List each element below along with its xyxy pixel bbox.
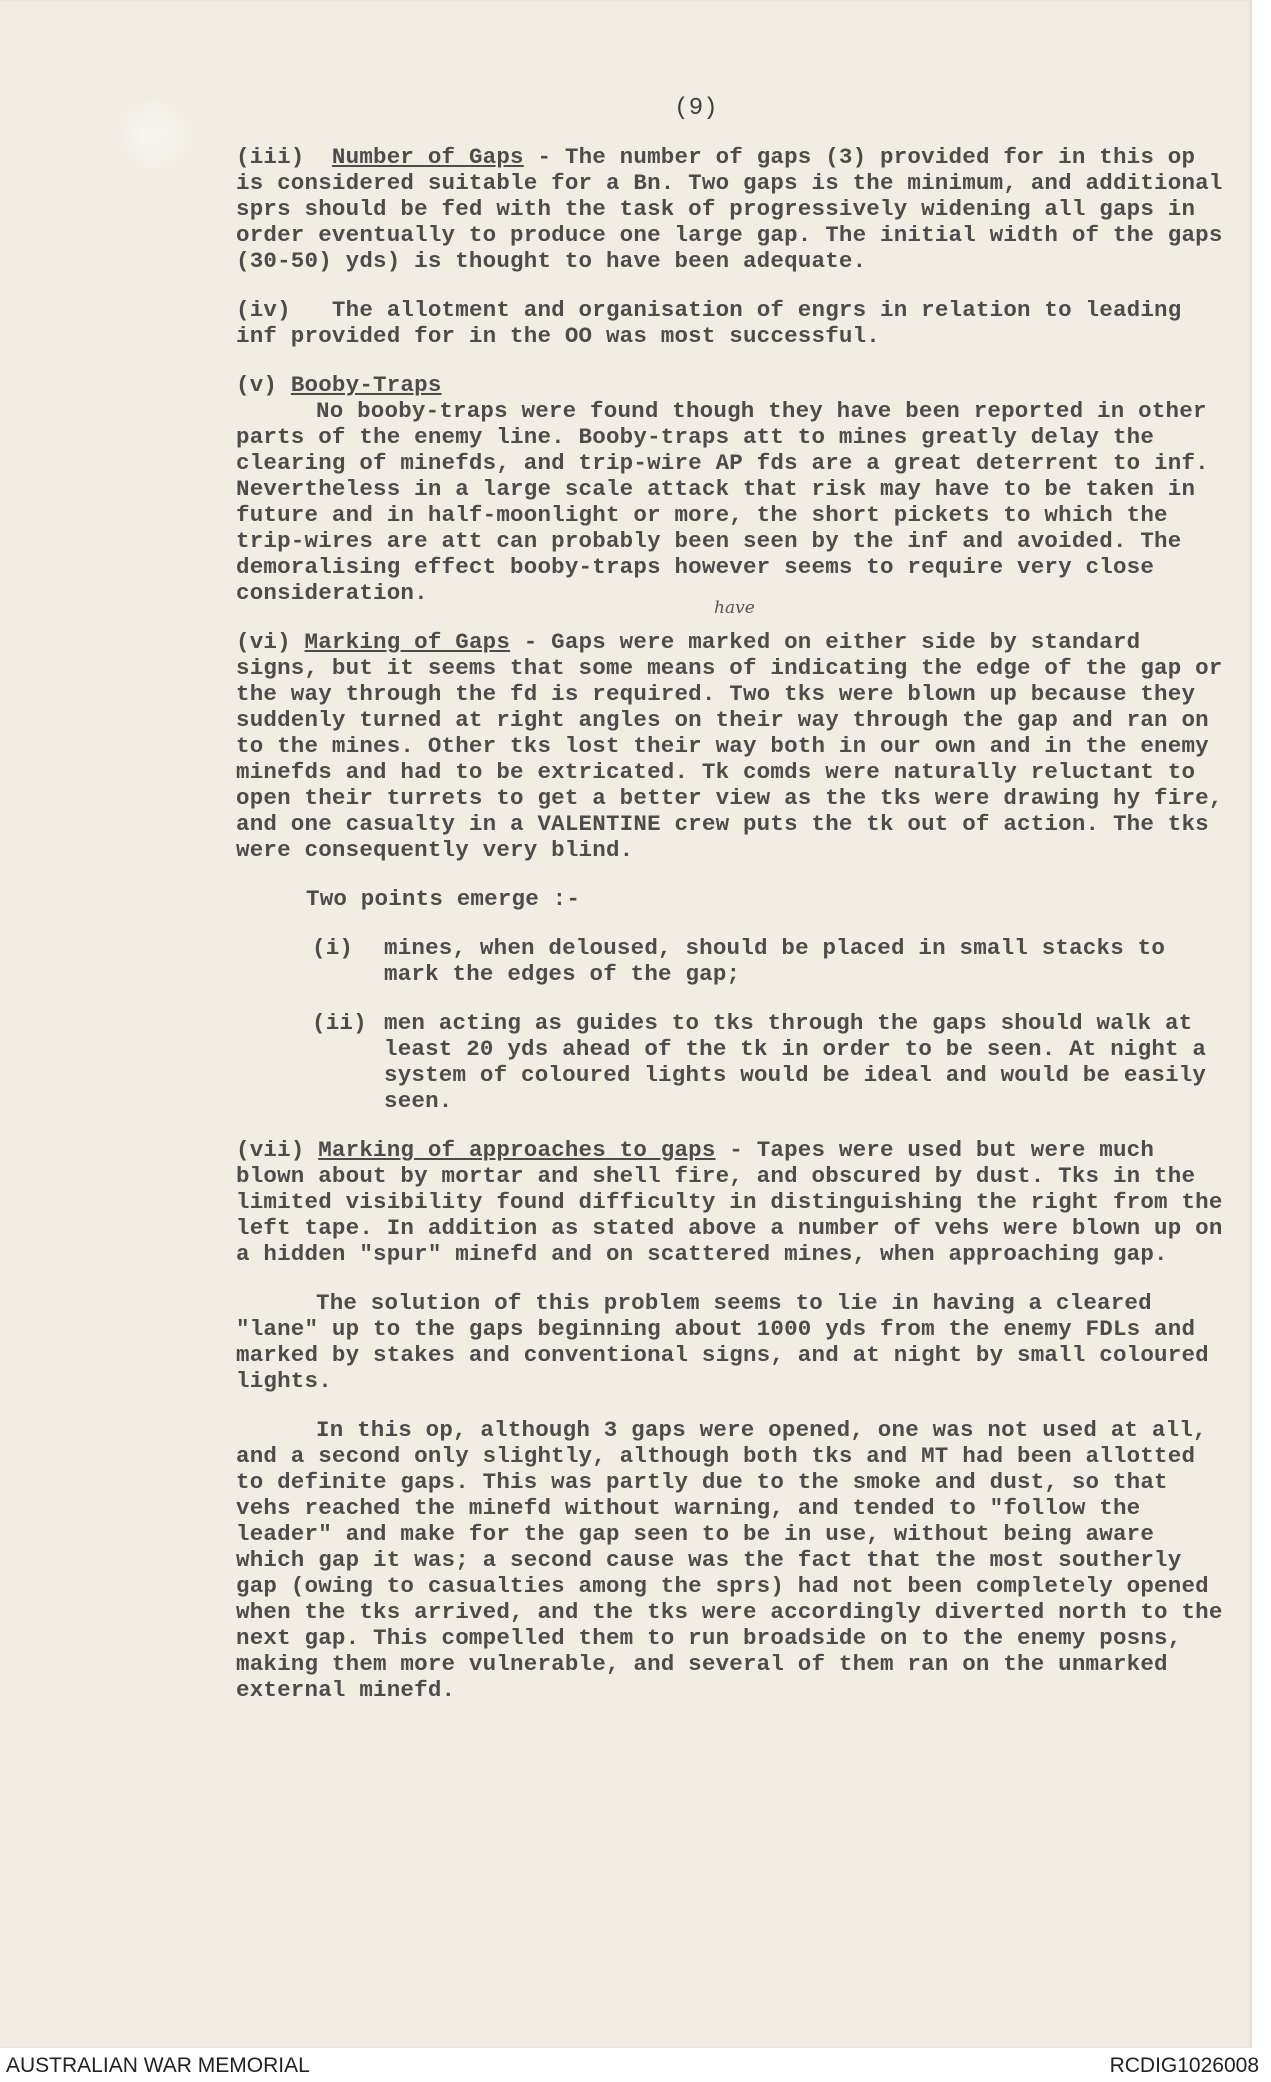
paragraph-vii — [236, 1137, 1226, 1267]
paragraph-text: - The number of gaps (3) provided for in this op is considered suitable for a Bn. Two gaps is the minimum, and additional sprs should be fed with the task of progressively widening all gaps in order eventually to produce one large gap. The initial width of the gaps (30-50) yds) is thought to have been adequate. — [236, 144, 1223, 274]
footer — [0, 2052, 1271, 2082]
final-paragraph: In this op, although 3 gaps were opened, one was not used at all, and a second only slightly, although both tks and MT had been allotted to definite gaps. This was partly due to the smoke and dust, so that vehs reached the minefd without warning, and tended to "follow the leader" and make for the gap seen to be in use, without being aware which gap it was; a second cause was the fact that the most southerly gap (owing to casualties among the sprs) had not been completely opened when the tks arrived, and the tks were accordingly diverted north to the next gap. This compelled them to run broadside on to the enemy posns, making them more vulnerable, and several of them ran on the unmarked external minefd. — [236, 1417, 1223, 1703]
paragraph-iv — [236, 297, 1226, 349]
paragraph-text: No booby-traps were found though they have been reported in other parts of the enemy line. Booby-traps att to mines greatly delay the clearing of minefds, and trip-wire AP fds are a great deterrent to inf. Nevertheless in a large scale attack that risk may have to be taken in future and in half-moonlight or more, the short pickets to which the trip-wires are att can probably been seen by the inf and avoided. The demoralising effect booby-traps however seems to require very close consideration. — [236, 398, 1209, 606]
paragraph-heading: Number of Gaps — [331, 144, 524, 170]
paragraph-heading: Marking of Gaps — [304, 629, 511, 655]
handwritten-insertion: have — [714, 598, 755, 618]
paragraph-text: - Gaps were marked on either side by standard signs, but it seems that some means of indicating the edge of the gap or the way through the fd is required. Two tks were blown up because they suddenly turned at right angles on their way through the gap and ran on to the mines. Other tks lost their way both in our own and in the enemy minefds and had to be extricated. Tk comds were naturally reluctant to open their turrets to get a better view as the tks were drawing hy fire, and one casualty in a VALENTINE crew puts the tk out of action. The tks were consequently very blind. — [236, 629, 1223, 863]
paragraph-vi — [236, 629, 1226, 863]
paragraph-label: (vi) — [236, 629, 291, 655]
point-number: (ii) — [312, 1010, 367, 1036]
footer-record-id: RCDIG1026008 — [1109, 2054, 1259, 2077]
solution-paragraph: The solution of this problem seems to lie in having a cleared "lane" up to the gaps beginning about 1000 yds from the enemy FDLs and marked by stakes and conventional signs, and at night by small coloured lights. — [236, 1290, 1209, 1394]
paragraph-heading: Marking of approaches to gaps — [318, 1137, 716, 1163]
scan-margin — [1252, 0, 1271, 2048]
page-number: (9) — [674, 95, 718, 122]
point-ii — [312, 1010, 1226, 1114]
paragraph-text: The allotment and organisation of engrs in relation to leading inf provided for in the OO was most successful. — [236, 297, 1182, 349]
point-i — [312, 935, 1226, 987]
point-text: men acting as guides to tks through the gaps should walk at least 20 yds ahead of the tk in order to be seen. At night a system of coloured lights would be ideal and would be easily seen. — [384, 1010, 1207, 1114]
paragraph-label: (iv) — [236, 297, 291, 323]
paragraph-label: (iii) — [236, 144, 305, 170]
paragraph-heading: Booby-Traps — [290, 372, 442, 398]
paragraph-label: (v) — [236, 372, 278, 398]
point-text: mines, when deloused, should be placed in small stacks to mark the edges of the gap; — [384, 935, 1166, 987]
two-points-intro: Two points emerge :- — [306, 886, 581, 912]
paragraph-text: - Tapes were used but were much blown about by mortar and shell fire, and obscured by dust. Tks in the limited visibility found difficulty in distinguishing the right from the left tape. In addition as stated above a number of vehs were blown up on a hidden "spur" minefd and on scattered mines, when approaching gap. — [236, 1137, 1223, 1267]
paragraph-label: (vii) — [236, 1137, 305, 1163]
typed-page — [236, 96, 1226, 1726]
paragraph-iii — [236, 144, 1226, 274]
paragraph-v — [236, 372, 1226, 606]
footer-archive-name: AUSTRALIAN WAR MEMORIAL — [6, 2054, 310, 2077]
point-number: (i) — [312, 935, 354, 961]
